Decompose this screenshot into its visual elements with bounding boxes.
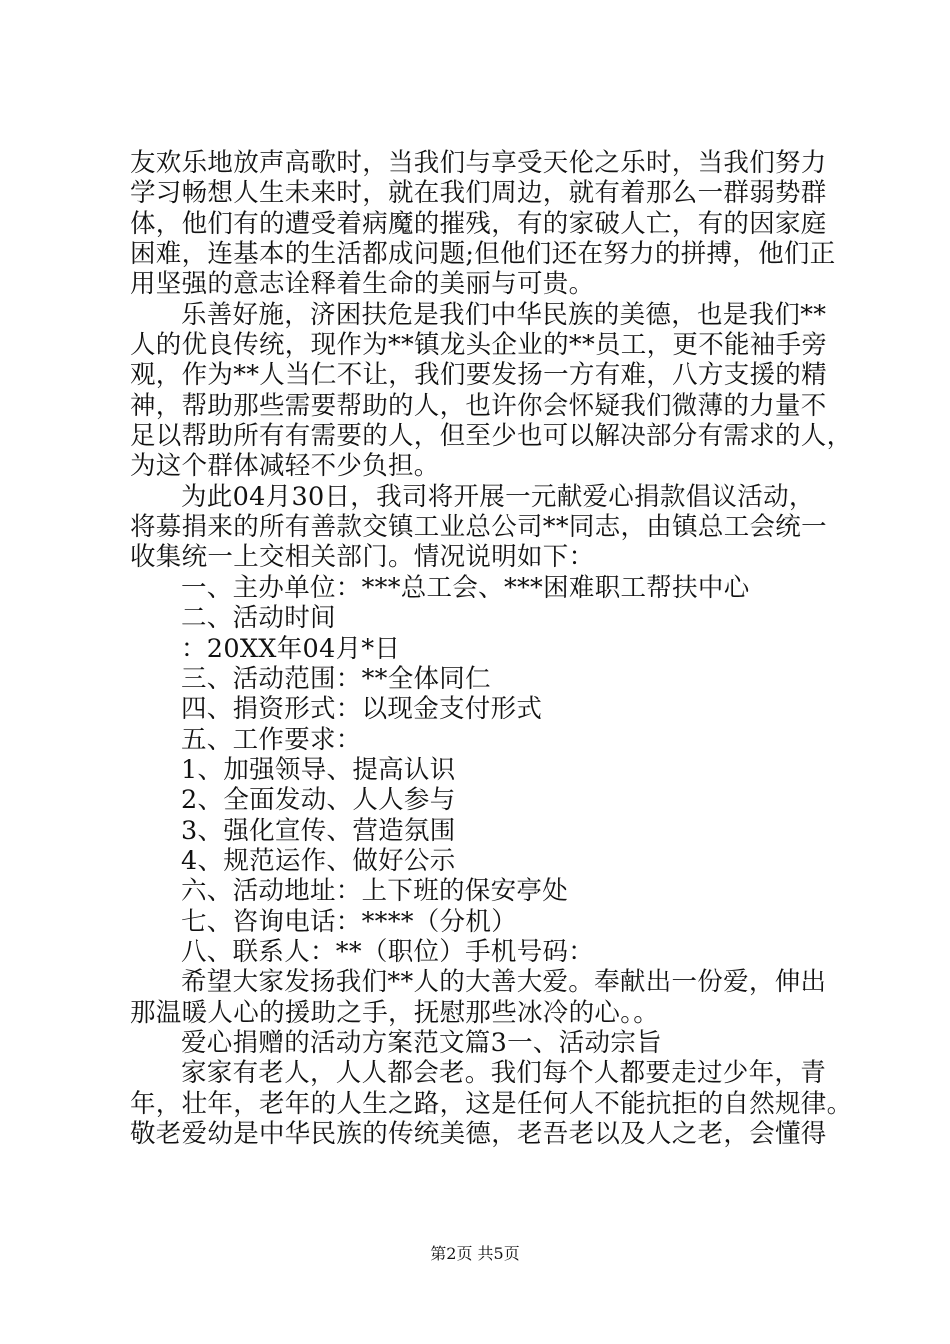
- list-item: ：20XX年04月*日: [181, 633, 401, 664]
- text-line: 敬老爱幼是中华民族的传统美德，老吾老以及人之老，会懂得: [130, 1119, 827, 1149]
- text-line: 人的优良传统，现作为**镇龙头企业的**员工，更不能袖手旁: [130, 330, 828, 361]
- text-line: 希望大家发扬我们**人的大善大爱。奉献出一份爱，伸出: [181, 967, 827, 998]
- text-line: 足以帮助所有有需要的人，但至少也可以解决部分有需求的人，: [130, 421, 853, 452]
- list-item: 五、工作要求：: [181, 724, 362, 755]
- text-line: 友欢乐地放声高歌时，当我们与享受天伦之乐时，当我们努力: [130, 148, 827, 178]
- list-item: 4、规范运作、做好公示: [181, 845, 456, 876]
- list-item: 1、加强领导、提高认识: [181, 754, 456, 785]
- text-line: 将募捐来的所有善款交镇工业总公司**同志，由镇总工会统一: [130, 512, 827, 543]
- list-item: 八、联系人：**（职位）手机号码：: [181, 936, 595, 967]
- list-item: 六、活动地址：上下班的保安亭处: [181, 876, 569, 907]
- text-line: 收集统一上交相关部门。情况说明如下：: [130, 542, 595, 573]
- text-line: 困难，连基本的生活都成问题;但他们还在努力的拼搏，他们正: [130, 239, 836, 270]
- list-item: 二、活动时间: [181, 603, 336, 634]
- list-item: 一、主办单位：***总工会、***困难职工帮扶中心: [181, 572, 750, 603]
- text-line: 学习畅想人生未来时，就在我们周边，就有着那么一群弱势群: [130, 178, 827, 209]
- list-item: 2、全面发动、人人参与: [181, 785, 456, 816]
- text-line: 体，他们有的遭受着病魔的摧残，有的家破人亡，有的因家庭: [130, 208, 827, 239]
- document-body: [130, 148, 853, 1149]
- list-item: 3、强化宣传、营造氛围: [181, 815, 456, 846]
- list-item: 四、捐资形式：以现金支付形式: [181, 694, 543, 725]
- list-item: 七、咨询电话：****（分机）: [181, 906, 518, 937]
- text-line: 神，帮助那些需要帮助的人，也许你会怀疑我们微薄的力量不: [130, 390, 827, 421]
- text-line: 年，壮年，老年的人生之路，这是任何人不能抗拒的自然规律。: [130, 1088, 853, 1119]
- list-item: 三、活动范围：**全体同仁: [181, 663, 491, 694]
- text-line: 用坚强的意志诠释着生命的美丽与可贵。: [130, 269, 595, 300]
- text-line: 家家有老人，人人都会老。我们每个人都要走过少年，青: [181, 1058, 827, 1089]
- text-line: 为这个群体减轻不少负担。: [130, 451, 440, 482]
- page-number-footer: 第2页 共5页: [430, 1244, 520, 1263]
- text-line: 观，作为**人当仁不让，我们要发扬一方有难，八方支援的精: [130, 360, 827, 391]
- text-line: 乐善好施，济困扶危是我们中华民族的美德，也是我们**: [181, 299, 827, 330]
- text-line: 为此04月30日，我司将开展一元献爱心捐款倡议活动，: [181, 481, 815, 512]
- section-heading: 爱心捐赠的活动方案范文篇3一、活动宗旨: [181, 1027, 662, 1058]
- text-line: 那温暖人心的援助之手，抚慰那些冰冷的心。。: [130, 997, 660, 1028]
